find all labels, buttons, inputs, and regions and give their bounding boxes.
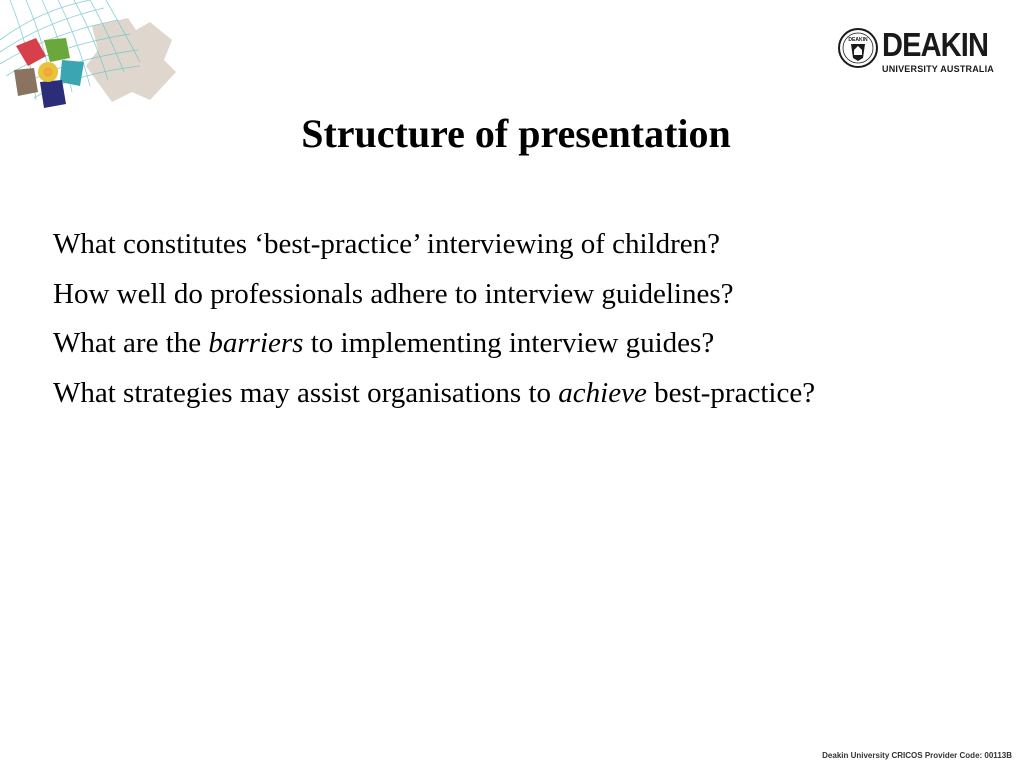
slide-title: Structure of presentation: [301, 111, 731, 156]
decorative-corner-graphic: [0, 0, 180, 115]
beige-puzzle-shape: [86, 18, 176, 102]
deakin-logo: [838, 28, 996, 76]
footer-provider-code: Deakin University CRICOS Provider Code: 00113B: [822, 751, 1012, 760]
petal-teal: [60, 60, 84, 86]
deakin-seal-icon: [838, 28, 878, 68]
bullet-list: [53, 220, 1013, 418]
bullet-item: What are the barriers to implementing interview guides?: [53, 327, 715, 359]
flower-petals: [14, 38, 84, 108]
logo-wordmark: DEAKIN: [882, 26, 989, 63]
petal-navy: [40, 80, 66, 108]
logo-subtitle: UNIVERSITY AUSTRALIA: [882, 64, 995, 74]
petal-green: [44, 38, 70, 62]
bullet-item: What strategies may assist organisations to achieve best-practice?: [53, 376, 816, 409]
bullet-item: What constitutes ‘best-practice’ interviewing of children?: [53, 228, 720, 260]
bullet-item: How well do professionals adhere to interview guidelines?: [53, 277, 734, 310]
petal-brown: [14, 68, 38, 96]
svg-text:DEAKIN: DEAKIN: [848, 37, 868, 43]
